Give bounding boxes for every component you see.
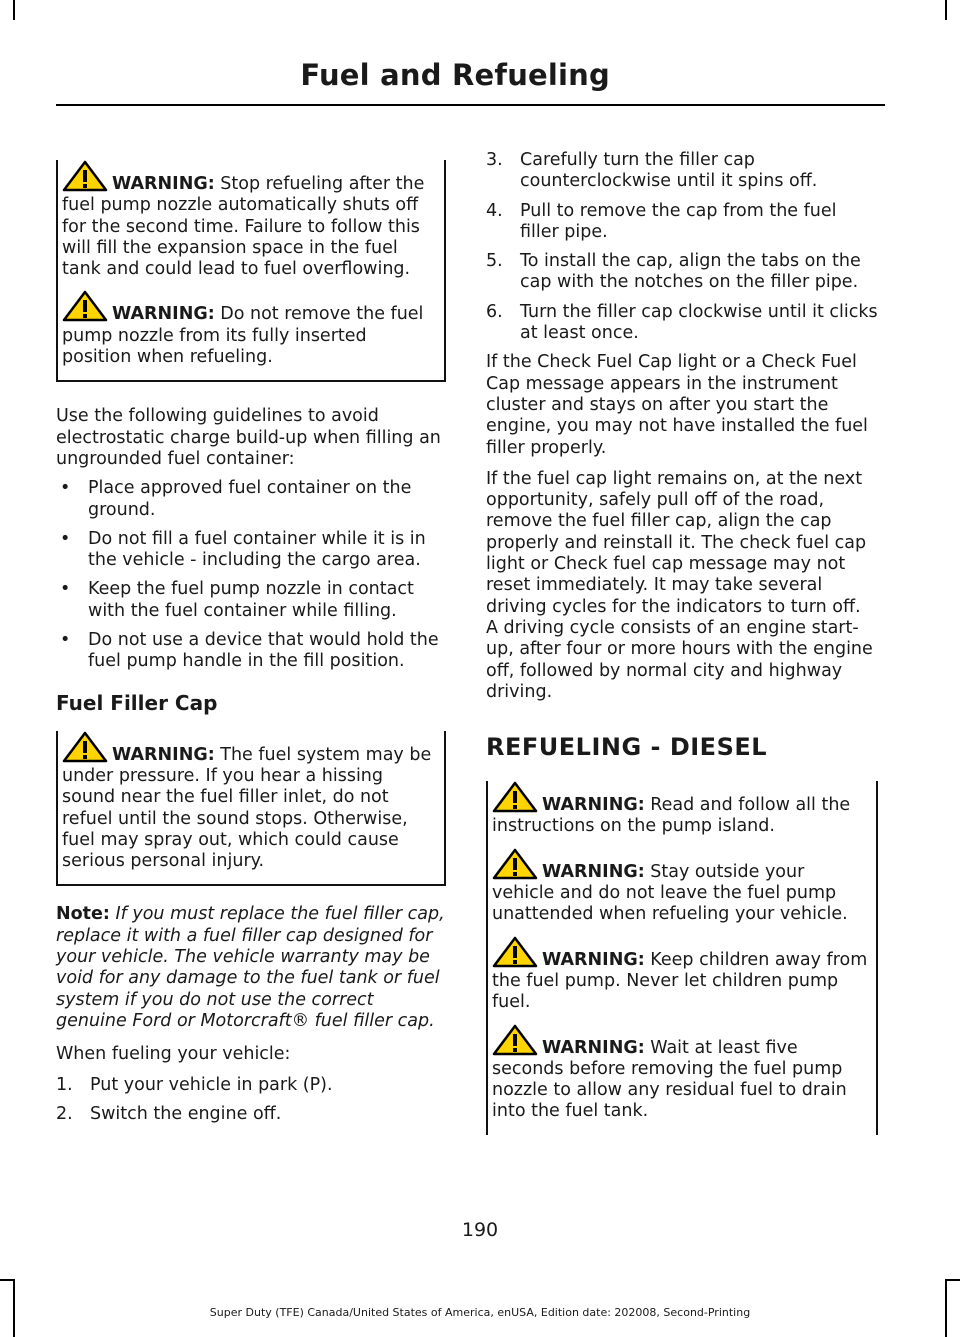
warning-triangle-icon <box>492 848 538 880</box>
list-item: 2. Switch the engine off. <box>56 1103 282 1124</box>
warning-label: WARNING: <box>112 744 215 765</box>
warning-text: The fuel system may be under pressure. If you hear a hissing sound near the fuel filler inlet, do not refuel until the sound stops. Otherwise, fuel may spray out, which could cause serious personal injury. <box>62 744 432 872</box>
warning-text: Stop refueling after the fuel pump nozzle automatically shuts off for the second time. Failure to follow this will fill the expansion space in the fuel tank and could lead to fuel overflowing. <box>62 174 425 280</box>
note-text: If you must replace the fuel filler cap, replace it with a fuel filler cap designed for your vehicle. The vehicle warranty may be void for any damage to the fuel tank or fuel system if you do not use the correct genuine Ford or Motorcraft® fuel filler cap. <box>56 904 445 1031</box>
left-column <box>56 146 446 1133</box>
crop-mark-bottom-right-h <box>945 1279 960 1281</box>
warning-box-refueling <box>56 160 446 382</box>
list-item: 4. Pull to remove the cap from the fuel filler pipe. <box>486 200 837 242</box>
electrostatic-intro: Use the following guidelines to avoid electrostatic charge build-up when filling an ungrounded fuel container: <box>56 406 441 469</box>
list-item: • Do not fill a fuel container while it is in the vehicle - including the cargo area. <box>60 528 426 571</box>
warning-triangle-icon <box>492 936 538 968</box>
warning-box-diesel <box>486 781 878 1135</box>
list-item: • Keep the fuel pump nozzle in contact with the fuel container while filling. <box>60 579 414 621</box>
warning-label: WARNING: <box>542 795 645 816</box>
warning-text: Wait at least five seconds before removing the fuel pump nozzle to allow any residual fuel to drain into the fuel tank. <box>492 1037 847 1122</box>
crop-mark-top-right <box>945 0 947 20</box>
list-item: • Do not use a device that would hold the fuel pump handle in the fill position. <box>60 630 439 672</box>
list-item: • Place approved fuel container on the ground. <box>60 478 412 520</box>
warning-text: Do not remove the fuel pump nozzle from its fully inserted position when refueling. <box>62 304 424 368</box>
warning-triangle-icon <box>62 160 108 192</box>
warning-triangle-icon <box>62 290 108 322</box>
page-number: 190 <box>461 1219 499 1241</box>
page-title: Fuel and Refueling <box>300 58 610 92</box>
warning-triangle-icon <box>62 731 108 763</box>
warning-text: Read and follow all the instructions on the pump island. <box>492 795 851 837</box>
crop-mark-bottom-left-h <box>0 1279 15 1281</box>
warning-label: WARNING: <box>542 861 645 882</box>
warning-text: Keep children away from the fuel pump. Never let children pump fuel. <box>492 949 868 1013</box>
warning-box-pressure <box>56 731 446 887</box>
warning-item <box>492 936 868 1014</box>
section-heading-refueling-diesel: REFUELING - DIESEL <box>486 733 768 762</box>
header-rule <box>56 104 885 106</box>
list-item: 6. Turn the filler cap clockwise until it clicks at least once. <box>486 301 878 344</box>
warning-label: WARNING: <box>542 1037 645 1058</box>
warning-item <box>62 731 436 873</box>
warning-triangle-icon <box>492 1024 538 1056</box>
warning-item <box>492 781 868 838</box>
fueling-steps-left <box>56 1075 446 1126</box>
list-item: 1. Put your vehicle in park (P). <box>56 1074 333 1095</box>
note-label: Note: <box>56 904 110 925</box>
warning-label: WARNING: <box>542 949 645 970</box>
warning-label: WARNING: <box>112 174 215 194</box>
note-fuel-filler-cap <box>56 904 446 1032</box>
crop-mark-top-left <box>13 0 15 20</box>
list-item: 3. Carefully turn the filler cap counterclockwise until it spins off. <box>486 150 818 192</box>
section-heading-fuel-filler-cap: Fuel Filler Cap <box>56 690 218 715</box>
warning-label: WARNING: <box>112 304 215 325</box>
warning-item <box>492 848 868 926</box>
right-column <box>486 150 878 1135</box>
footer-edition-info: Super Duty (TFE) Canada/United States of America, enUSA, Edition date: 202008, Second-Printing <box>209 1306 751 1319</box>
warning-triangle-icon <box>492 781 538 813</box>
warning-item <box>62 160 436 280</box>
when-fueling-intro: When fueling your vehicle: <box>56 1044 291 1065</box>
warning-item <box>492 1024 868 1123</box>
warning-text: Stay outside your vehicle and do not leave the fuel pump unattended when refueling your vehicle. <box>492 861 848 925</box>
fuel-cap-light-paragraph: If the fuel cap light remains on, at the next opportunity, safely pull off of the road, remove the fuel filler cap, align the cap properly and reinstall it. The check fuel cap light or Check fuel cap message may not reset immediately. It may take several driving cycles for the indicators to turn off. A driving cycle consists of an engine start-up, after four or more hours with the engine off, followed by normal city and highway driving. <box>486 468 873 702</box>
check-fuel-cap-paragraph: If the Check Fuel Cap light or a Check Fuel Cap message appears in the instrument cluster and stays on after you start the engine, you may not have installed the fuel filler properly. <box>486 352 868 458</box>
warning-item <box>62 290 436 368</box>
fueling-steps-right <box>486 150 878 344</box>
electrostatic-guidelines <box>56 478 446 672</box>
list-item: 5. To install the cap, align the tabs on the cap with the notches on the filler pipe. <box>486 251 861 293</box>
